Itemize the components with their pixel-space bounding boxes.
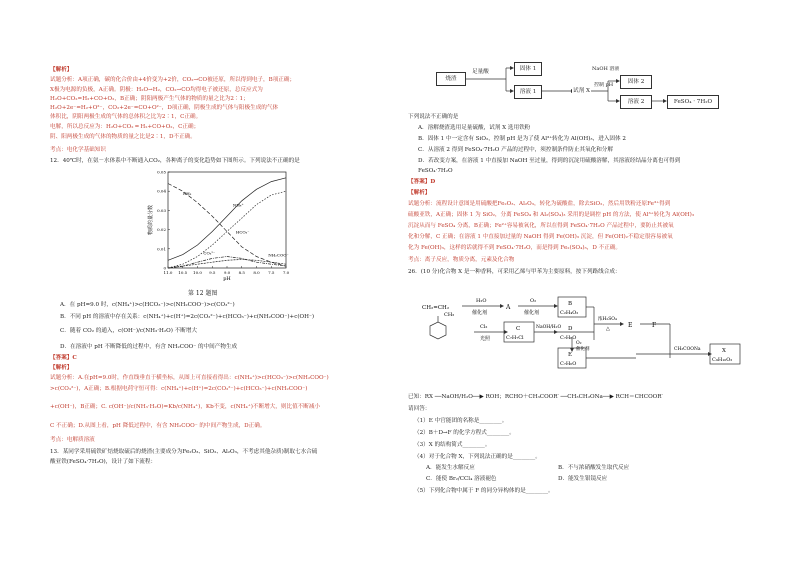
scheme-node-c: C	[516, 326, 521, 332]
q11-analysis-line: 试题分析：A项正确，碳的化合价由+4价变为+2价，CO₂→CO被还原，所以得到电子，B项正确；	[50, 77, 296, 83]
scheme-node-e: E	[568, 352, 573, 358]
scheme-reagent-h2so4: 浓H₂SO₄	[598, 317, 617, 322]
q13-option-d: D．若改变方案，在溶液 1 中直接加 NaOH 至过量，得到的沉淀用硫酸溶解，其溶液经结晶分离也可得到	[418, 158, 681, 164]
q13-stem-line: 13．某同学采用硫铁矿焙烧取硫后的烧渣(主要成分为Fe₂O₃、SiO₂、Al₂O₃，不考虑其他杂质)制取七水合硫	[50, 449, 318, 455]
x-tick-label: 8.5	[238, 270, 245, 275]
y-tick-label: 0.04	[157, 188, 166, 194]
q13-stem-line: 酸亚铁(FeSO₄·7H₂O)，设计了如下流程：	[50, 459, 157, 465]
q13-answer: 【答案】D	[408, 179, 436, 185]
scheme-reagent-cat: 催化剂	[472, 310, 488, 316]
series-label: NH₃	[182, 191, 192, 197]
scheme-node-x-formula: C₉H₁₀O₂	[712, 357, 733, 363]
q26-choice-b: B．不与浓硝酸发生取代反应	[558, 465, 630, 471]
q12-analysis-line: >c(CO₃²⁻)，A正确；B.根据电荷守恒可得：c(NH₄⁺)+c(H⁺)=2c(CO₃²⁻)+c(HCO₃⁻)+c(NH₂COO⁻)	[50, 386, 308, 392]
x-tick-label: 8.0	[253, 270, 260, 275]
scheme-methyl: CH₃	[444, 312, 455, 318]
series-label: HCO₃⁻	[235, 229, 250, 235]
q12-caption: 第 12 题图	[188, 290, 218, 297]
q12-stem: 12．40℃时，在氨－水体系中不断通入CO₂，各种离子的变化趋势如下图所示。下列说法不正确的是	[50, 158, 300, 164]
x-tick-label: 10.0	[193, 270, 202, 275]
q13-option-d-cont: FeSO₄·7H₂O	[418, 168, 453, 174]
q12-analysis-tag: 【解析】	[50, 365, 73, 371]
scheme-reagent-ch3coona: CH₃COONa	[674, 347, 701, 352]
q13-analysis-line: 试题分析：流程设计意图是用硫酸把Fe₂O₃、Al₂O₃，转化为硫酸盐，除去SiO₂，然后用铁粉还原Fe³⁺得到	[408, 201, 671, 207]
y-tick-label: 0.05	[157, 169, 166, 175]
q13-option-a: A．溶解烧渣选用足量硫酸，试剂 X 选用铁粉	[418, 125, 531, 131]
flow-arrow-label-ph: 控制 pH	[594, 82, 614, 88]
q12-analysis-line: +c(OH⁻)，B正确；C. c(OH⁻)/c(NH₃·H₂O)=Kb/c(NH₄⁺)，Kb不变，c(NH₄⁺)不断增大，则比值不断减小	[50, 404, 321, 410]
series-label: NH₄⁺	[232, 202, 244, 208]
x-tick-label: 9.5	[209, 270, 216, 275]
q12-option-d: D．在溶液中 pH 不断降低的过程中，有含 NH₂COO⁻ 的中间产物生成	[60, 344, 238, 350]
scheme-ethylene: CH₂=CH₂	[422, 305, 450, 311]
q11-topic: 考点：电化学基础知识	[50, 147, 106, 153]
q11-analysis-tag: 【解析】	[50, 67, 73, 73]
flow-label-reagent-x: 试剂 X	[572, 85, 591, 97]
q11-analysis-line: 阴、阳两极生成的气体的物质的量之比是2∶1，D不正确。	[50, 134, 196, 140]
y-tick-label: 0.01	[157, 246, 166, 252]
q26-question-4: （4）对于化合物 X，下列说法正确的是________。	[414, 454, 541, 460]
x-tick-label: 10.5	[178, 270, 188, 275]
series-label: NH₂COO⁻	[268, 252, 289, 258]
y-tick-label: 0	[163, 265, 166, 271]
q26-known: 已知：RX ──NaOH/H₂O──▶ ROH；RCHO＋CH₃COOR′ ──CH₃CH₂ONa──▶ RCH＝CHCOOR′	[408, 394, 663, 400]
q26-synthesis-scheme	[408, 282, 748, 374]
q26-question-1: （1）E 中官能团的名称是________。	[414, 418, 508, 424]
scheme-reagent-cl2: Cl₂	[480, 324, 488, 330]
scheme-node-c-formula: C₇H₇Cl	[506, 335, 524, 341]
q12-chart	[146, 166, 296, 290]
q12-answer: 【答案】C	[50, 355, 77, 361]
flow-node-solution1: 溶液 1	[514, 85, 542, 99]
scheme-reagent-light: 光照	[480, 336, 491, 342]
flow-arrow-label-naoh: NaOH 溶液	[592, 66, 620, 72]
q11-analysis-line: 电解，所以总反应为：H₂O+CO₂ ═ H₂+CO+O₂，C正确；	[50, 124, 200, 130]
q11-analysis-line: H₂O+CO₂=H₂+CO+O₂，B正确；阴阳两极产生气体的物质的量之比为2∶1；	[50, 96, 249, 102]
flow-node-solid2: 固体 2	[620, 75, 652, 89]
series-label: CO₃²⁻	[203, 250, 216, 256]
scheme-node-e-formula: C₇H₆O	[560, 361, 577, 367]
x-tick-label: 9.0	[223, 270, 231, 275]
q26-question-3: （3）X 的结构简式________。	[414, 442, 491, 448]
scheme-reagent-cat3: 催化剂	[576, 347, 590, 352]
q13-lead: 下列说法不正确的是	[408, 114, 459, 120]
scheme-node-x: X	[722, 348, 726, 354]
scheme-node-e-top: E	[628, 322, 633, 329]
x-tick-label: 7.5	[268, 270, 275, 275]
flow-node-solid1: 固体 1	[514, 62, 542, 76]
q11-analysis-line: 体积比，阴阳两极生成的气体的总体积之比为2∶1，C正确。	[50, 114, 202, 120]
y-axis-label: 物质的量分数	[148, 204, 154, 236]
q26-choice-d: D．能发生银镜反应	[558, 476, 608, 482]
q26-stem: 26．(10 分)化合物 X 是一种香料，可采用乙烯与甲苯为主要原料，按下列路线合成：	[408, 269, 621, 275]
scheme-reagent-heat: △	[606, 326, 610, 332]
flow-arrow-label-acid: 足量酸	[472, 69, 489, 75]
q11-analysis-line: X极为电源的负极，A正确。阴极：H₂O→H₂，CO₂→CO均得电子被还原，总反应式为	[50, 87, 263, 93]
scheme-reagent-o2b: O₂	[576, 341, 582, 346]
q13-analysis-line: 化为 Fe(OH)₃，这样的话就得不到 FeSO₄·7H₂O，而是得到 Fe₂(SO₄)₃，D 不正确。	[408, 245, 622, 251]
q13-option-b: B．固体 1 中一定含有 SiO₂，控制 pH 是为了使 Al³⁺转化为 Al(OH)₃，进入固体 2	[418, 136, 626, 142]
scheme-reagent-cat2: 催化剂	[524, 310, 540, 316]
scheme-node-b-formula: C₂H₄O₂	[560, 310, 579, 316]
x-axis-label: pH	[223, 276, 231, 282]
flow-node-solution2: 溶液 2	[620, 95, 652, 109]
scheme-node-a: A	[506, 304, 511, 311]
scheme-reagent-o2: O₂	[530, 298, 537, 304]
x-tick-label: 11.0	[163, 270, 173, 275]
q26-choice-c: C．能使 Br₂/CCl₄ 溶液褪色	[426, 476, 497, 482]
q13-flowchart	[408, 0, 748, 112]
q26-choice-a: A．能发生水解反应	[426, 465, 475, 471]
q13-option-c: C．从溶液 2 得到 FeSO₄·7H₂O 产品的过程中，须控制条件防止其氧化和分解	[418, 147, 613, 153]
y-tick-label: 0.03	[157, 207, 166, 213]
q12-analysis-line: 试题分析：A.在pH=9.0时，作直线垂直于横坐标，从图上可直接看得出：c(NH₄⁺)>c(HCO₃⁻)>c(NH₂COO⁻)	[50, 375, 329, 381]
y-tick-label: 0.02	[157, 227, 166, 233]
q12-option-b: B．不同 pH 的溶液中存在关系：c(NH₄⁺)+c(H⁺)=2c(CO₃²⁻)+c(HCO₃⁻)+c(NH₂COO⁻)+c(OH⁻)	[60, 314, 315, 320]
scheme-node-b: B	[568, 301, 573, 307]
q26-ask: 请回答：	[408, 406, 431, 412]
q26-question-2: （2）B＋D→F 的化学方程式________。	[414, 430, 515, 436]
q12-option-a: A．在 pH=9.0 时，c(NH₄⁺)>c(HCO₃⁻)>c(NH₂COO⁻)>c(CO₃²⁻)	[60, 302, 235, 308]
flow-node-product: FeSO₄ · 7H₂O	[667, 95, 719, 109]
q12-option-c: C．随着 CO₂ 的通入，c(OH⁻)/c(NH₃·H₂O) 不断增大	[60, 328, 198, 334]
q13-analysis-line: 化和分解，C 正确；在溶液 1 中直接加过量的 NaOH 得到 Fe(OH)₃ 沉淀，但 Fe(OH)₂不稳定很容易被氧	[408, 234, 673, 240]
q26-question-5: （5）下列化合物中属于 F 的同分异构体的是________。	[414, 488, 554, 494]
q13-topic: 考点：离子反应，物质分离，元素及化合物	[408, 257, 515, 263]
q12-analysis-line: C 不正确；D.从图上看，pH 降低过程中，有含 NH₂COO⁻ 的中间产物生成，D正确。	[50, 423, 266, 429]
q13-analysis-line: 沉淀从而与 FeSO₄ 分离，B正确；Fe²⁺容易被氧化，所以在得到 FeSO₄·7H₂O 产品过程中，要防止其被氧	[408, 223, 674, 229]
scheme-reagent-h2o: H₂O	[476, 298, 487, 304]
q13-analysis-tag: 【解析】	[408, 190, 431, 196]
x-tick-label: 7.0	[282, 270, 290, 275]
flow-node-residue: 烧渣	[436, 72, 466, 86]
q13-analysis-line: 硫酸亚铁，A正确；固体 1 为 SiO₂，分离 FeSO₄ 和 Al₂(SO₄)₃ 采用的是调控 pH 的方法，使 Al³⁺转化为 Al(OH)₃	[408, 212, 695, 218]
q11-analysis-line: H₂O+2e⁻=H₂+O²⁻，CO₂+2e⁻=CO+O²⁻，D项正确，阴极生成的气体与阳极生成的气体	[50, 105, 279, 111]
scheme-reagent-naoh: NaOH/H₂O	[536, 325, 562, 330]
scheme-node-f: F	[652, 322, 657, 329]
scheme-node-d-formula: C₇H₈O	[560, 335, 577, 341]
scheme-node-d: D	[568, 326, 573, 332]
q12-topic: 考点：电解质溶液	[50, 437, 95, 443]
